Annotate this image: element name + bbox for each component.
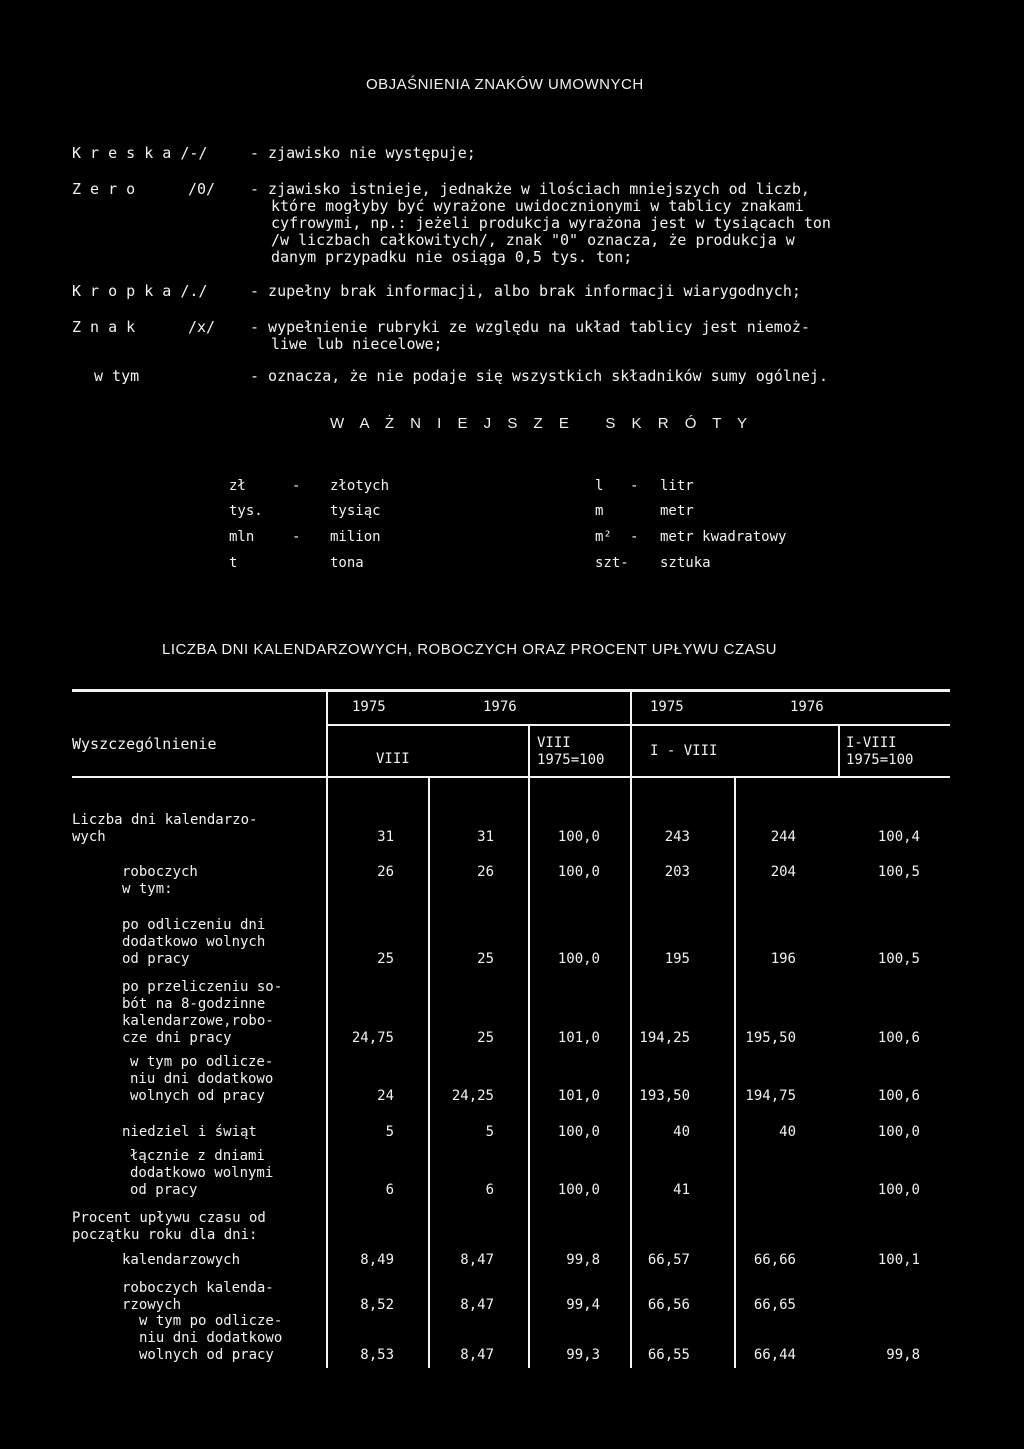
table-cell: 5	[385, 1124, 394, 1140]
abbr-full: tona	[330, 555, 364, 571]
subhead-i-viii-index: I-VIII 1975=100	[846, 735, 914, 768]
subhead-viii: VIII	[376, 751, 410, 767]
table-cell: 66,57	[647, 1252, 690, 1268]
row-label: niu dni dodatkowo	[130, 1071, 274, 1087]
table-cell: 6	[485, 1182, 494, 1198]
row-label: wych	[72, 829, 106, 845]
table-cell: 26	[377, 864, 394, 880]
row-label: kalendarzowych	[122, 1252, 241, 1268]
table-cell: 66,55	[647, 1347, 690, 1363]
table-cell: 99,8	[566, 1252, 600, 1268]
table-cell: 244	[770, 829, 796, 845]
table-cell: 8,52	[360, 1297, 394, 1313]
table-cell: 100,6	[877, 1088, 920, 1104]
row-label: cze dni pracy	[122, 1030, 232, 1046]
table-cell: 8,47	[460, 1297, 494, 1313]
abbr-term: mln	[229, 529, 255, 545]
legend-desc-line: cyfrowymi, np.: jeżeli produkcja wyrażona jest w tysiącach ton	[271, 214, 831, 232]
abbr-full: litr	[660, 478, 694, 494]
abbr-full: milion	[330, 529, 381, 545]
row-label: dodatkowo wolnymi	[130, 1165, 274, 1181]
subhead-i-viii: I - VIII	[650, 743, 718, 759]
row-label: Procent upływu czasu od	[72, 1210, 266, 1226]
page-title: OBJAŚNIENIA ZNAKÓW UMOWNYCH	[366, 76, 644, 93]
table-cell: 8,49	[360, 1252, 394, 1268]
row-label: Liczba dni kalendarzo-	[72, 812, 258, 828]
table-cell: 8,47	[460, 1252, 494, 1268]
table-cell: 41	[673, 1182, 690, 1198]
table-cell: 31	[477, 829, 494, 845]
row-label: dodatkowo wolnych	[122, 934, 266, 950]
table-cell: 195,50	[745, 1030, 796, 1046]
abbr-full: tysiąc	[330, 503, 381, 519]
legend-desc-line: które mogłyby być wyrażone uwidocznionymi w tablicy znakami	[271, 197, 804, 215]
table-cell: 24	[377, 1088, 394, 1104]
row-label: w tym:	[122, 881, 173, 897]
table-cell: 40	[673, 1124, 690, 1140]
table-cell: 101,0	[557, 1088, 600, 1104]
table-cell: 100,0	[557, 864, 600, 880]
table-cell: 203	[664, 864, 690, 880]
row-label: wolnych od pracy	[130, 1088, 265, 1104]
table-cell: 196	[770, 951, 796, 967]
legend-desc-line: - zupełny brak informacji, albo brak informacji wiarygodnych;	[250, 282, 801, 300]
row-label: niedziel i świąt	[122, 1124, 257, 1140]
row-label: łącznie z dniami	[130, 1148, 265, 1164]
legend-desc-line: - zjawisko istnieje, jednakże w ilościach mniejszych od liczb,	[250, 180, 810, 198]
table-cell: 195	[664, 951, 690, 967]
abbr-dash: -	[292, 529, 301, 545]
table-cell: 100,6	[877, 1030, 920, 1046]
subhead-viii-index: VIII 1975=100	[537, 735, 605, 768]
table-cell: 40	[779, 1124, 796, 1140]
legend-code: /x/	[188, 318, 216, 336]
table-cell: 100,1	[877, 1252, 920, 1268]
table-cell: 100,0	[877, 1124, 920, 1140]
abbr-term: t	[229, 555, 238, 571]
row-label: od pracy	[122, 951, 190, 967]
table-cell: 204	[770, 864, 796, 880]
table-cell: 99,4	[566, 1297, 600, 1313]
table-cell: 5	[485, 1124, 494, 1140]
abbr-full: złotych	[330, 478, 390, 494]
row-label: w tym po odlicze-	[130, 1054, 274, 1070]
year-1975-b: 1975	[650, 699, 684, 715]
abbr-term: zł	[229, 478, 246, 494]
table-cell: 194,75	[745, 1088, 796, 1104]
table-cell: 25	[477, 1030, 494, 1046]
abbrev-title: W A Ż N I E J S Z E S K R Ó T Y	[330, 415, 754, 432]
table-cell: 100,0	[877, 1182, 920, 1198]
table-cell: 66,65	[753, 1297, 796, 1313]
table-cell: 24,75	[351, 1030, 394, 1046]
table-cell: 194,25	[639, 1030, 690, 1046]
legend-term: w tym	[94, 367, 140, 385]
table-cell: 8,53	[360, 1347, 394, 1363]
row-label: niu dni dodatkowo	[139, 1330, 283, 1346]
abbr-dash: -	[292, 478, 301, 494]
abbr-dash: -	[630, 529, 639, 545]
table-cell: 8,47	[460, 1347, 494, 1363]
table-cell: 100,5	[877, 951, 920, 967]
legend-desc-line: - oznacza, że nie podaje się wszystkich składników sumy ogólnej.	[250, 367, 828, 385]
row-label: po odliczeniu dni	[122, 917, 266, 933]
table-cell: 193,50	[639, 1088, 690, 1104]
table-header-label: Wyszczególnienie	[72, 735, 217, 753]
table-cell: 243	[664, 829, 690, 845]
table-title: LICZBA DNI KALENDARZOWYCH, ROBOCZYCH ORAZ PROCENT UPŁYWU CZASU	[162, 641, 777, 658]
table-cell: 31	[377, 829, 394, 845]
legend-desc-line: danym przypadku nie osiąga 0,5 tys. ton;	[271, 248, 633, 266]
abbr-term: l	[595, 478, 604, 494]
table-cell: 100,0	[557, 829, 600, 845]
row-label: początku roku dla dni:	[72, 1227, 258, 1243]
legend-code: /0/	[188, 180, 216, 198]
row-label: roboczych	[122, 864, 198, 880]
table-cell: 66,56	[647, 1297, 690, 1313]
abbr-full: metr kwadratowy	[660, 529, 787, 545]
legend-desc-line: - zjawisko nie występuje;	[250, 144, 476, 162]
legend-term: K r e s k a /-/	[72, 144, 208, 162]
table-cell: 25	[477, 951, 494, 967]
abbr-dash: -	[630, 478, 639, 494]
table-cell: 100,0	[557, 1124, 600, 1140]
table-cell: 100,5	[877, 864, 920, 880]
table-cell: 6	[385, 1182, 394, 1198]
table-cell: 100,4	[877, 829, 920, 845]
table-cell: 99,8	[886, 1347, 920, 1363]
legend-term: Z n a k	[72, 318, 136, 336]
year-1976-a: 1976	[483, 699, 517, 715]
legend-desc-line: /w liczbach całkowitych/, znak "0" oznacza, że produkcja w	[271, 231, 795, 249]
table-cell: 24,25	[451, 1088, 494, 1104]
row-label: rzowych	[122, 1297, 182, 1313]
row-label: wolnych od pracy	[139, 1347, 274, 1363]
legend-term: Z e r o	[72, 180, 136, 198]
abbr-term: szt-	[595, 555, 629, 571]
year-1976-b: 1976	[790, 699, 824, 715]
abbr-full: metr	[660, 503, 694, 519]
row-label: w tym po odlicze-	[139, 1313, 283, 1329]
row-label: kalendarzowe,robo-	[122, 1013, 274, 1029]
row-label: od pracy	[130, 1182, 198, 1198]
table-cell: 100,0	[557, 1182, 600, 1198]
row-label: bót na 8-godzinne	[122, 996, 266, 1012]
legend-desc-line: - wypełnienie rubryki ze względu na układ tablicy jest niemoż-	[250, 318, 810, 336]
abbr-full: sztuka	[660, 555, 711, 571]
row-label: roboczych kalenda-	[122, 1280, 274, 1296]
abbr-term: tys.	[229, 503, 263, 519]
abbr-term: m	[595, 503, 604, 519]
legend-desc-line: liwe lub niecelowe;	[271, 335, 443, 353]
table-cell: 66,66	[753, 1252, 796, 1268]
table-cell: 26	[477, 864, 494, 880]
legend-term: K r o p k a /./	[72, 282, 208, 300]
row-label: po przeliczeniu so-	[122, 979, 283, 995]
table-cell: 99,3	[566, 1347, 600, 1363]
table-cell: 100,0	[557, 951, 600, 967]
table-cell: 101,0	[557, 1030, 600, 1046]
table-cell: 25	[377, 951, 394, 967]
abbr-term: m²	[595, 529, 612, 545]
year-1975-a: 1975	[352, 699, 386, 715]
table-cell: 66,44	[753, 1347, 796, 1363]
